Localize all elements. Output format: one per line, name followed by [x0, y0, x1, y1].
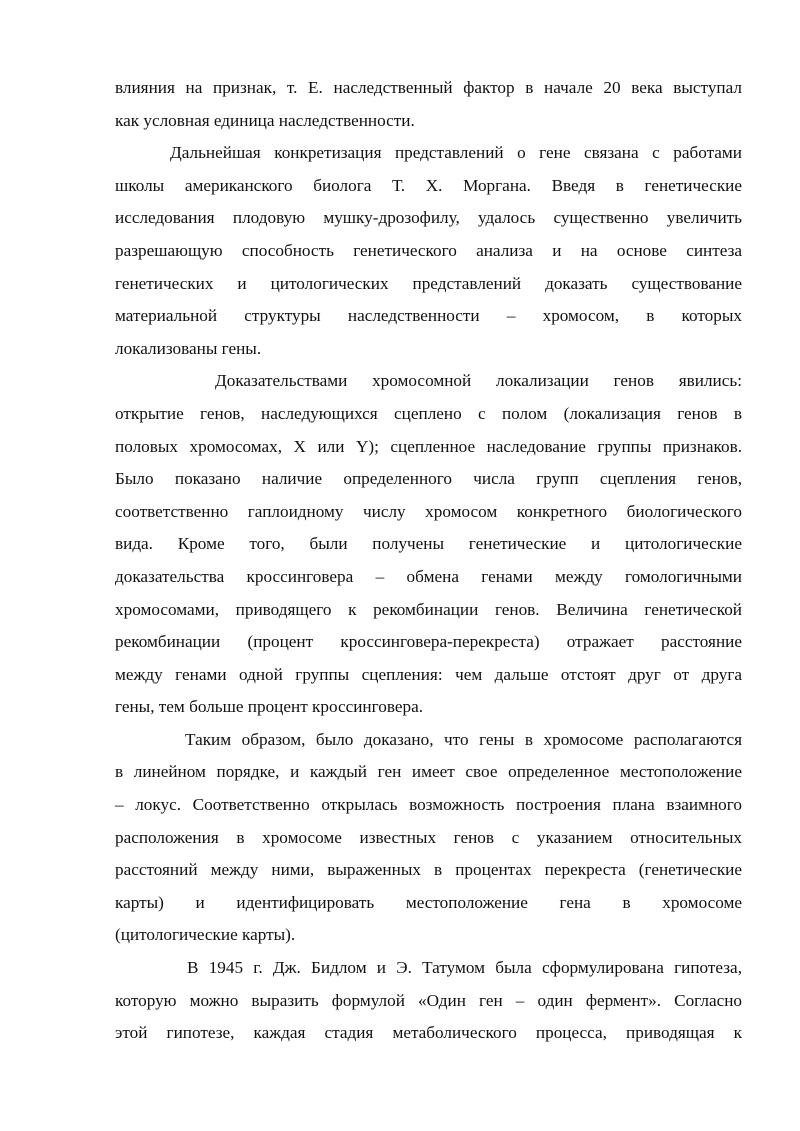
text-line: В 1945 г. Дж. Бидлом и Э. Татумом была сформулирована гипотеза,	[187, 958, 742, 978]
text-line: материальной структуры наследственности – хромосом, в которых	[115, 306, 742, 326]
text-line: хромосомами, приводящего к рекомбинации генов. Величина генетической	[115, 599, 742, 619]
document-body	[115, 72, 742, 1050]
text-line: влияния на признак, т. Е. наследственный фактор в начале 20 века выступал	[115, 78, 742, 97]
text-line: как условная единица наследственности.	[115, 110, 415, 130]
text-line: Таким образом, было доказано, что гены в хромосоме располагаются	[185, 729, 742, 749]
text-line: расположения в хромосоме известных генов с указанием относительных	[115, 827, 742, 847]
text-line: исследования плодовую мушку-дрозофилу, удалось существенно увеличить	[115, 208, 742, 228]
text-line: рекомбинации (процент кроссинговера-перекреста) отражает расстояние	[115, 632, 742, 652]
text-line: расстояний между ними, выраженных в процентах перекреста (генетические	[115, 860, 742, 880]
text-line: в линейном порядке, и каждый ген имеет свое определенное местоположение	[115, 762, 742, 782]
text-line: школы американского биолога Т. Х. Моргана. Введя в генетические	[115, 175, 742, 195]
text-line: Было показано наличие определенного числа групп сцепления генов,	[115, 469, 742, 489]
text-line: гены, тем больше процент кроссинговера.	[115, 697, 424, 717]
text-line: вида. Кроме того, были получены генетические и цитологические	[115, 534, 742, 554]
text-line: Доказательствами хромосомной локализации генов явились:	[215, 371, 742, 391]
text-line: (цитологические карты).	[115, 925, 296, 945]
text-line: этой гипотезе, каждая стадия метаболического процесса, приводящая к	[115, 1023, 742, 1043]
text-line: Дальнейшая конкретизация представлений о гене связана с работами	[170, 143, 742, 163]
text-line: генетических и цитологических представлений доказать существование	[115, 273, 742, 293]
text-line: локализованы гены.	[115, 338, 262, 358]
text-line: открытие генов, наследующихся сцеплено с полом (локализация генов в	[115, 403, 742, 423]
text-line: разрешающую способность генетического анализа и на основе синтеза	[115, 240, 742, 260]
text-line: половых хромосомах, X или Y); сцепленное наследование группы признаков.	[115, 436, 742, 456]
text-line: соответственно гаплоидному числу хромосом конкретного биологического	[115, 501, 742, 521]
text-line: между генами одной группы сцепления: чем дальше отстоят друг от друга	[115, 664, 742, 684]
paragraph	[115, 137, 742, 365]
paragraph	[115, 365, 742, 724]
text-line: – локус. Соответственно открылась возможность построения плана взаимного	[115, 795, 742, 815]
paragraph	[115, 952, 742, 1050]
paragraph	[115, 724, 742, 952]
text-line: карты) и идентифицировать местоположение гена в хромосоме	[115, 892, 742, 912]
paragraph	[115, 72, 742, 137]
text-line: которую можно выразить формулой «Один ген – один фермент». Согласно	[115, 990, 742, 1010]
text-line: доказательства кроссинговера – обмена генами между гомологичными	[115, 566, 742, 586]
